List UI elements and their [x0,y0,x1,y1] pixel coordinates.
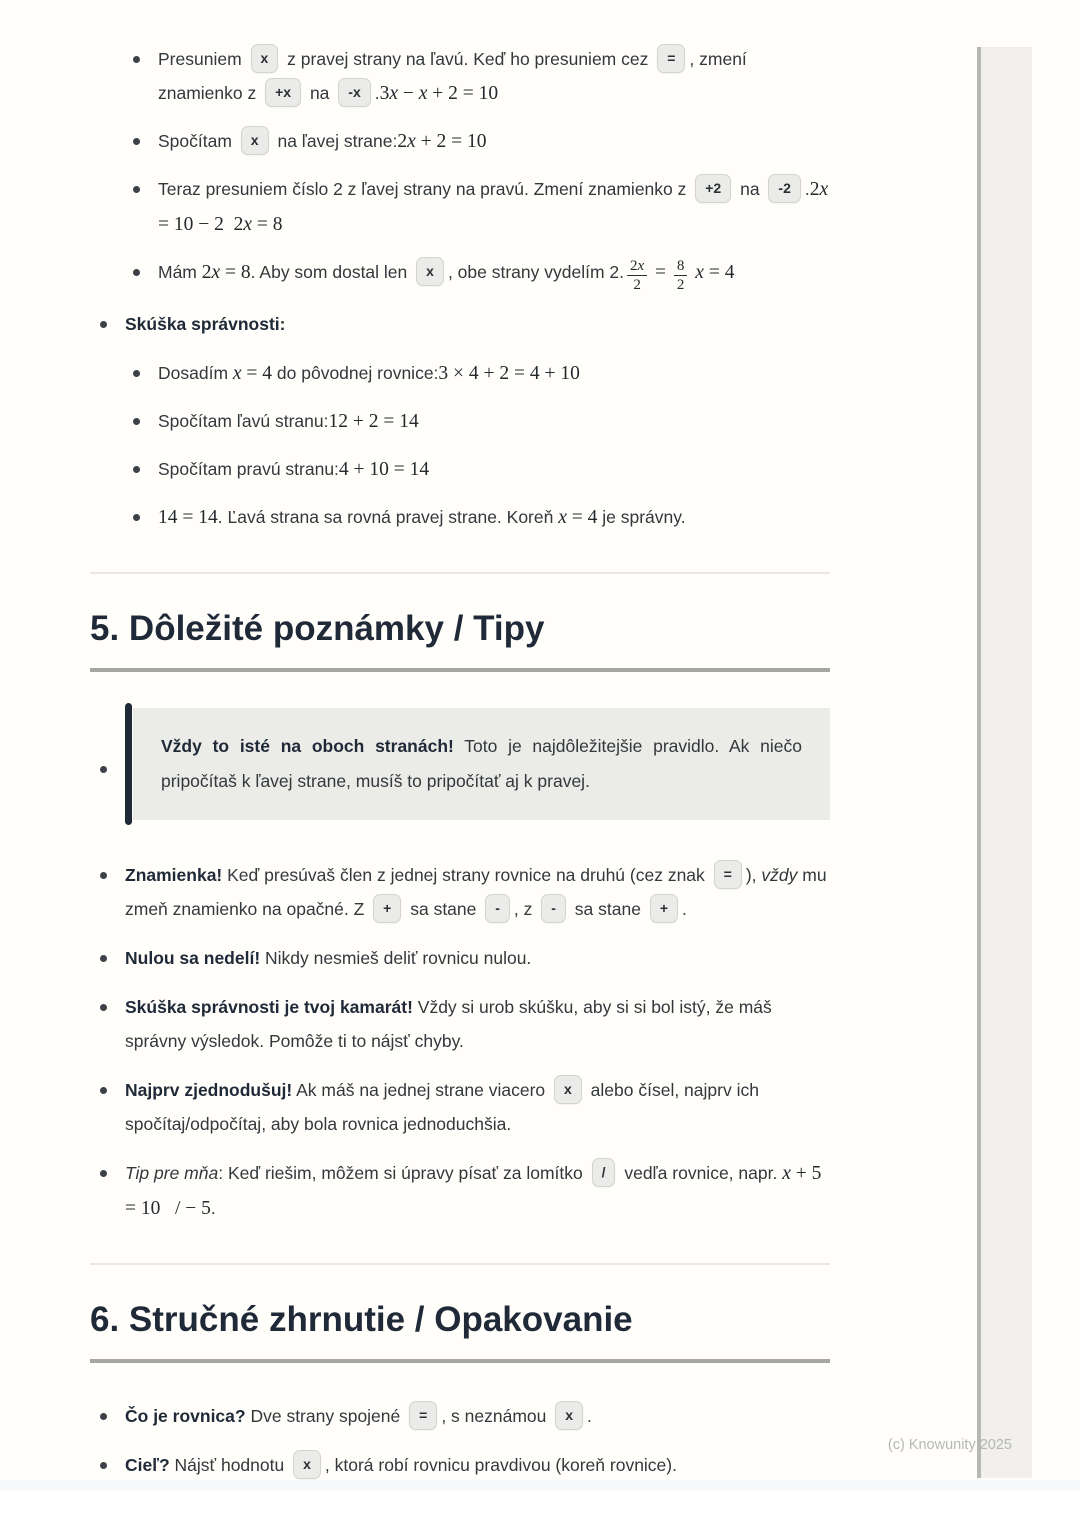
divider [90,572,830,574]
callout-quote [125,708,830,820]
list-item [123,500,830,535]
divider [90,1263,830,1265]
bullet-marker [100,1170,107,1177]
bullet-marker [100,1462,107,1469]
list-item [123,452,830,487]
fraction-denominator: 2 [633,277,641,293]
bullet-marker [100,1004,107,1011]
list-item-text: Čo je rovnica? Dve strany spojené = , s neznámou x . [125,1406,592,1426]
italic-text: vždy [761,865,798,885]
bullet-marker [133,466,140,473]
key-badge: x [293,1450,321,1479]
key-badge: x [251,44,279,73]
quote-accent-bar [125,703,132,825]
bullet-marker [133,138,140,145]
key-badge: +x [265,78,301,107]
math-expression: 12 + 2 = 14 [328,411,419,432]
key-badge: + [373,894,401,923]
list-item [123,255,830,294]
math-expression: x = 4 [695,262,735,283]
quote-text: Vždy to isté na oboch stranách! Toto je najdôležitejšie pravidlo. Ak niečo pripočítaš k ľavej strane, musíš to pripočítať aj k pravej. [133,708,830,820]
section-heading: 6. Stručné zhrnutie / Opakovanie [90,1300,633,1339]
key-badge: - [485,894,510,923]
list-item-text: Nulou sa nedelí! Nikdy nesmieš deliť rovnicu nulou. [125,948,532,968]
list-item-text: Tip pre mňa: Keď riešim, môžem si úpravy písať za lomítko / vedľa rovnice, napr. x + 5 = 10 / − 5. [125,1163,821,1218]
section-heading: 5. Dôležité poznámky / Tipy [90,609,545,648]
math-expression: = [655,262,667,283]
list-item-text: Teraz presuniem číslo 2 z ľavej strany na pravú. Zmení znamienko z +2 na -2 .2x = 10 − 2 2x = 8 [158,179,828,234]
list-item [90,1448,830,1482]
key-badge: x [555,1401,583,1430]
bold-text: Znamienka! [125,865,223,885]
list-item [90,990,830,1058]
math-expression: x + 5 = 10 / − 5 [125,1163,822,1219]
bullet-marker [133,514,140,521]
quote-list-item [90,708,830,820]
page-bottom-edge [0,1480,1080,1491]
list-item [90,1399,830,1433]
document-content [90,0,830,1482]
bullet-marker [133,269,140,276]
key-badge: = [657,44,685,73]
bold-text: Najprv zjednodušuj! [125,1080,293,1100]
list-item-text: Dosadím x = 4 do pôvodnej rovnice:3 × 4 + 2 = 4 + 10 [158,363,580,384]
list-item-text: Znamienka! Keď presúvaš člen z jednej strany rovnice na druhú (cez znak = ), vždy mu zmeň znamienko na opačné. Z + sa stane - , z - sa stane + . [125,865,827,919]
math-expression: 3 × 4 + 2 = 4 + 10 [438,363,580,384]
fraction-numerator: 2x [627,257,647,276]
heading-underline [90,668,830,672]
key-badge: = [714,860,742,889]
bullet-marker [133,56,140,63]
list-item-text: Cieľ? Nájsť hodnotu x , ktorá robí rovnicu pravdivou (koreň rovnice). [125,1455,677,1475]
bullet-marker [133,418,140,425]
bullet-marker [100,1413,107,1420]
italic-text: Tip pre mňa [125,1163,219,1183]
math-expression: 14 = 14 [158,507,218,528]
section [90,1298,830,1363]
bold-text: Nulou sa nedelí! [125,948,261,968]
list-item [90,1073,830,1141]
list-item-text: Mám 2x = 8. Aby som dostal len x , obe strany vydelím 2. $\frac{2x}{2}$ = $\frac{8}{2}$ x = 4 [158,258,735,293]
bullet-marker [133,370,140,377]
math-expression: x = 4 [558,507,598,528]
bullet-marker [100,321,107,328]
scrollbar-thumb[interactable] [977,47,981,1478]
fraction-denominator: 2 [676,277,685,293]
key-badge: = [409,1401,437,1430]
fraction-numerator: 8 [674,257,688,276]
bullet-marker [100,955,107,962]
scrollbar-track[interactable] [977,47,1032,1478]
key-badge: x [416,257,444,286]
list-item [123,356,830,391]
list-item-text: Spočítam ľavú stranu:12 + 2 = 14 [158,411,419,432]
list-item [123,404,830,439]
section [90,607,830,672]
list-item [90,307,830,341]
key-badge: x [241,126,269,155]
math-fraction [674,257,688,294]
list-item [90,941,830,975]
heading-underline [90,1359,830,1363]
key-badge: - [541,894,566,923]
bullet-marker [133,186,140,193]
list-item-text: Spočítam pravú stranu:4 + 10 = 14 [158,459,430,480]
bullet-marker [100,1087,107,1094]
math-expression: 3x − x + 2 = 10 [379,83,499,104]
key-badge: -x [338,78,370,107]
list-item [123,172,830,242]
list-item [90,1156,830,1226]
list-item-text: Skúška správnosti je tvoj kamarát! Vždy si urob skúšku, aby si si bol istý, že máš správny výsledok. Pomôže ti to nájsť chyby. [125,997,772,1051]
bold-text: Cieľ? [125,1455,170,1475]
bold-text: Čo je rovnica? [125,1406,246,1426]
bold-text: Skúška správnosti je tvoj kamarát! [125,997,413,1017]
key-badge: / [592,1158,616,1187]
copyright-watermark: (c) Knowunity 2025 [887,1437,1012,1453]
key-badge: x [554,1075,582,1104]
math-expression: 2x = 8 [201,262,251,283]
list-item [123,124,830,159]
math-expression: 2x + 2 = 10 [397,131,487,152]
list-item [90,858,830,926]
key-badge: + [650,894,678,923]
list-item-text: Spočítam x na ľavej strane:2x + 2 = 10 [158,131,487,151]
math-fraction [627,257,647,294]
math-expression: 2x = 10 − 2 2x = 8 [158,179,829,235]
bold-text: Vždy to isté na oboch stranách! [161,736,454,756]
bullet-marker [100,872,107,879]
key-badge: +2 [695,174,731,203]
list-item-text: 14 = 14. Ľavá strana sa rovná pravej strane. Koreň x = 4 je správny. [158,507,686,528]
list-item-text [125,314,285,334]
list-item-text: Najprv zjednodušuj! Ak máš na jednej strane viacero x alebo čísel, najprv ich spočítaj/odpočítaj, aby bola rovnica jednoduchšia. [125,1080,759,1134]
key-badge: -2 [768,174,800,203]
math-expression: 4 + 10 = 14 [338,459,430,480]
list-item-text: Presuniem x z pravej strany na ľavú. Keď ho presuniem cez = , zmení znamienko z +x na -x .3x − x + 2 = 10 [158,49,747,103]
bullet-marker [100,766,107,773]
math-expression: x = 4 [232,363,273,384]
list-item [123,42,830,111]
bold-text: Skúška správnosti: [125,314,286,334]
